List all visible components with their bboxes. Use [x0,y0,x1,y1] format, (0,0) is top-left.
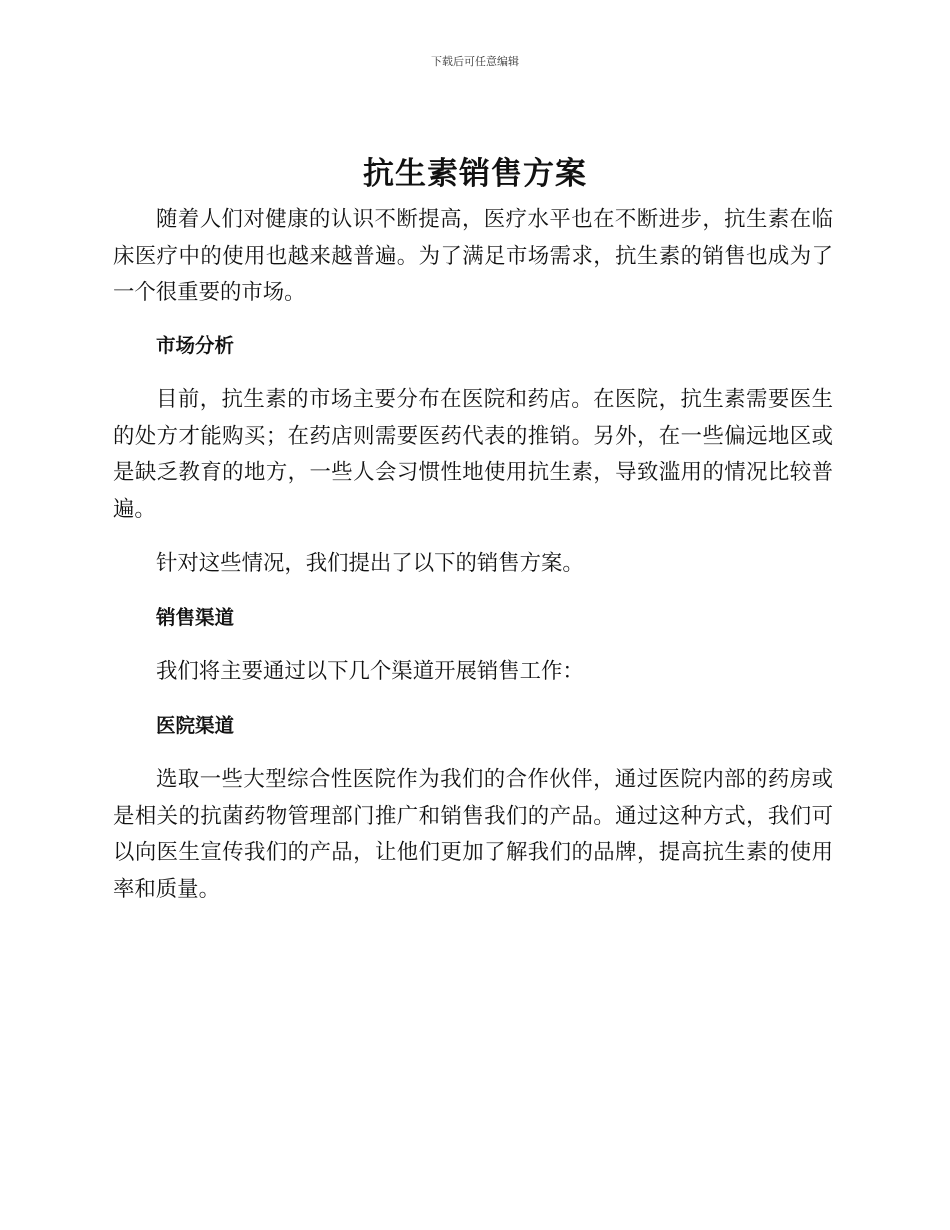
intro-paragraph: 随着人们对健康的认识不断提高，医疗水平也在不断进步，抗生素在临床医疗中的使用也越来越普遍。为了满足市场需求，抗生素的销售也成为了一个很重要的市场。 [113,207,833,305]
section-heading-hospital-channel: 医院渠道 [156,713,235,737]
market-analysis-summary-paragraph: 针对这些情况，我们提出了以下的销售方案。 [156,551,584,576]
document-title: 抗生素销售方案 [363,156,587,192]
hospital-channel-paragraph: 选取一些大型综合性医院作为我们的合作伙伴，通过医院内部的药房或是相关的抗菌药物管理部门推广和销售我们的产品。通过这种方式，我们可以向医生宣传我们的产品，让他们更加了解我们的品牌，提高抗生素的使用率和质量。 [113,767,833,902]
page-header: 下载后可任意编辑 [431,55,519,68]
section-heading-sales-channels: 销售渠道 [156,605,235,629]
sales-channels-paragraph: 我们将主要通过以下几个渠道开展销售工作： [156,659,584,684]
document-body [113,202,833,908]
market-analysis-paragraph: 目前，抗生素的市场主要分布在医院和药店。在医院，抗生素需要医生的处方才能购买；在药店则需要医药代表的推销。另外，在一些偏远地区或是缺乏教育的地方，一些人会习惯性地使用抗生素，导致滥用的情况比较普遍。 [113,387,833,522]
section-heading-market-analysis: 市场分析 [156,333,235,357]
